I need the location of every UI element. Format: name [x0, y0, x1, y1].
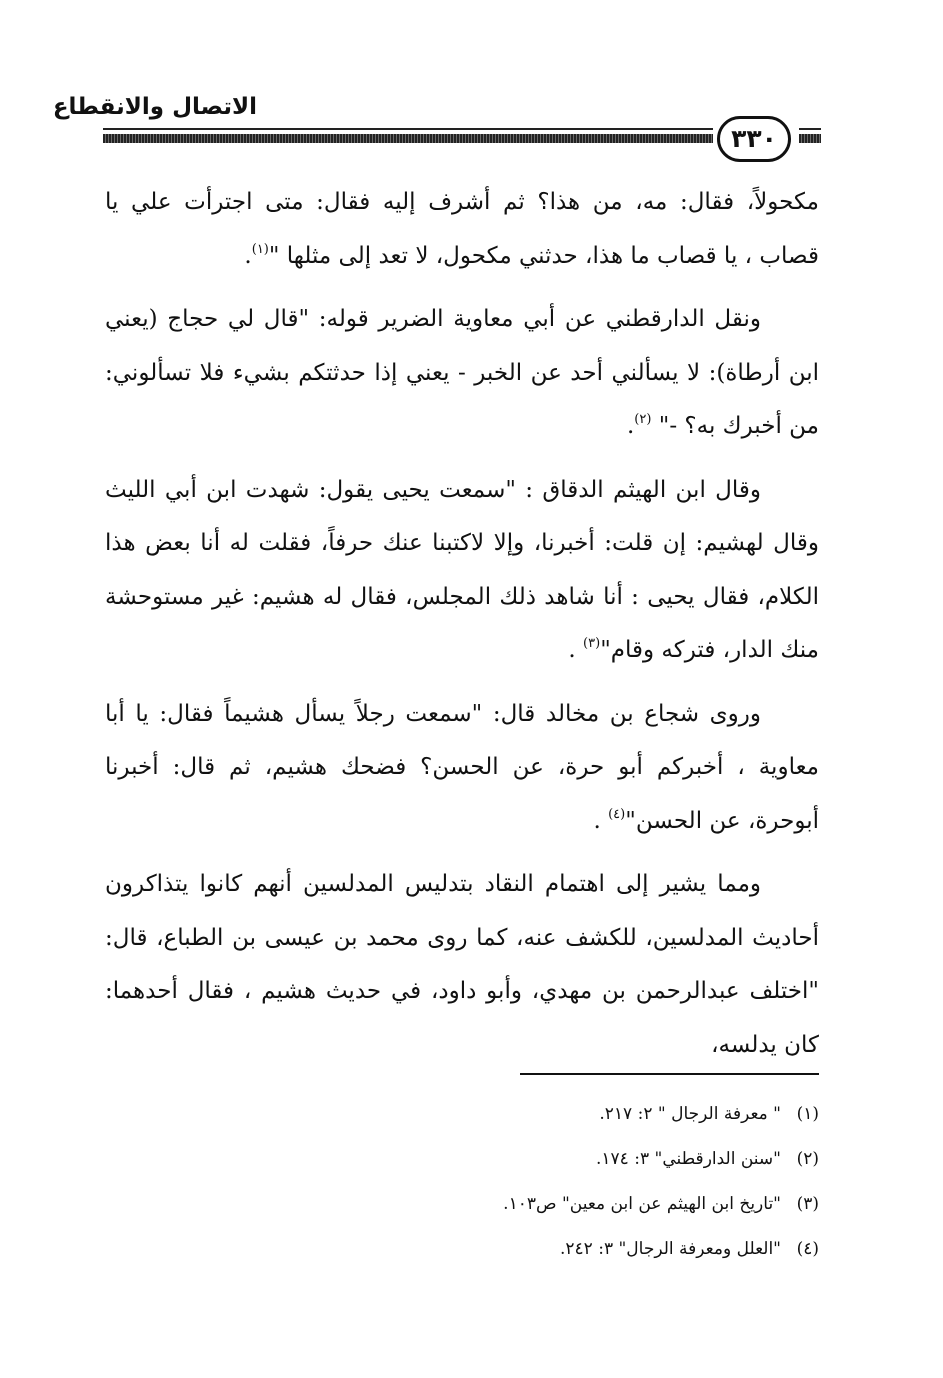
footnotes	[300, 1092, 819, 1272]
footnote-text: " معرفة الرجال " ٢: ٢١٧.	[599, 1104, 781, 1124]
paragraph-text: ومما يشير إلى اهتمام النقاد بتدليس المدلسين أنهم كانوا يتذاكرون أحاديث المدلسين، للكشف عنه، كما روى محمد بن عيسى بن الطباع، قال: "اختلف عبدالرحمن بن مهدي، وأبو داود، في حديث هشيم ، فقال أحدهما: كان يدلسه،	[105, 871, 819, 1058]
footnote-ref: (٤)	[608, 806, 626, 822]
paragraph-text: وروى شجاع بن مخالد قال: "سمعت رجلاً يسأل هشيماً فقال: يا أبا معاوية ، أخبركم أبو حرة، عن الحسن؟ فضحك هشيم، ثم قال: أخبرنا أبوحرة، عن الحسن"	[105, 700, 819, 834]
page-header	[52, 88, 821, 166]
paragraph	[105, 688, 819, 849]
header-rule-right-thin	[799, 128, 821, 130]
footnote-text: "سنن الدارقطني" ٣: ١٧٤.	[596, 1149, 781, 1169]
paragraph-tail: .	[626, 413, 635, 439]
footnote-ref: (٣)	[583, 636, 601, 651]
footnote-item	[300, 1137, 819, 1182]
paragraph	[105, 176, 819, 283]
paragraph-tail: .	[568, 637, 584, 663]
paragraph	[105, 464, 819, 678]
header-rule-thin	[103, 128, 713, 130]
paragraph	[105, 858, 819, 1072]
footnote-ref: (٢)	[634, 412, 652, 427]
paragraph-tail: .	[593, 807, 609, 834]
paragraph-text: مكحولاً، فقال: مه، من هذا؟ ثم أشرف إليه فقال: متى اجترأت علي يا قصاب ، يا قصاب ما هذا، حدثني مكحول، لا تعد إلى مثلها "	[105, 189, 819, 269]
footnote-number: (٣)	[796, 1194, 819, 1214]
footnote-separator	[520, 1073, 819, 1075]
footnote-text: "تاريخ ابن الهيثم عن ابن معين" ص١٠٣.	[503, 1194, 781, 1214]
footnote-number: (٢)	[796, 1149, 819, 1169]
footnote-number: (١)	[796, 1104, 819, 1124]
footnote-item	[300, 1227, 819, 1272]
footnote-item	[300, 1092, 819, 1137]
footnote-item	[300, 1182, 819, 1227]
paragraph-text: وقال ابن الهيثم الدقاق : "سمعت يحيى يقول: شهدت ابن أبي الليث وقال لهشيم: إن قلت: أخبرنا، وإلا لاكتبنا عنك حرفاً، فقلت له أنا بعض هذا الكلام، فقال يحيى : أنا شاهد ذلك المجلس، فقال له هشيم: غير مستوحشة منك الدار، فتركه وقام"	[105, 476, 819, 663]
main-text	[105, 176, 819, 1082]
paragraph-tail: .	[244, 242, 252, 269]
footnote-number: (٤)	[796, 1239, 819, 1259]
header-rule	[103, 134, 713, 143]
header-rule-right	[799, 134, 821, 143]
paragraph-text: ونقل الدارقطني عن أبي معاوية الضرير قوله: "قال لي حجاج (يعني ابن أرطاة): لا يسألني أحد عن الخبر - يعني إذا حدثتكم بشيء فلا تسألوني: من أخبرك به؟ -"	[105, 306, 819, 439]
page-number: ٣٣٠	[717, 116, 791, 162]
running-title: الاتصال والانقطاع	[52, 94, 257, 120]
footnote-text: "العلل ومعرفة الرجال" ٣: ٢٤٢.	[559, 1239, 781, 1259]
footnote-ref: (١)	[251, 241, 269, 257]
paragraph	[105, 293, 819, 454]
